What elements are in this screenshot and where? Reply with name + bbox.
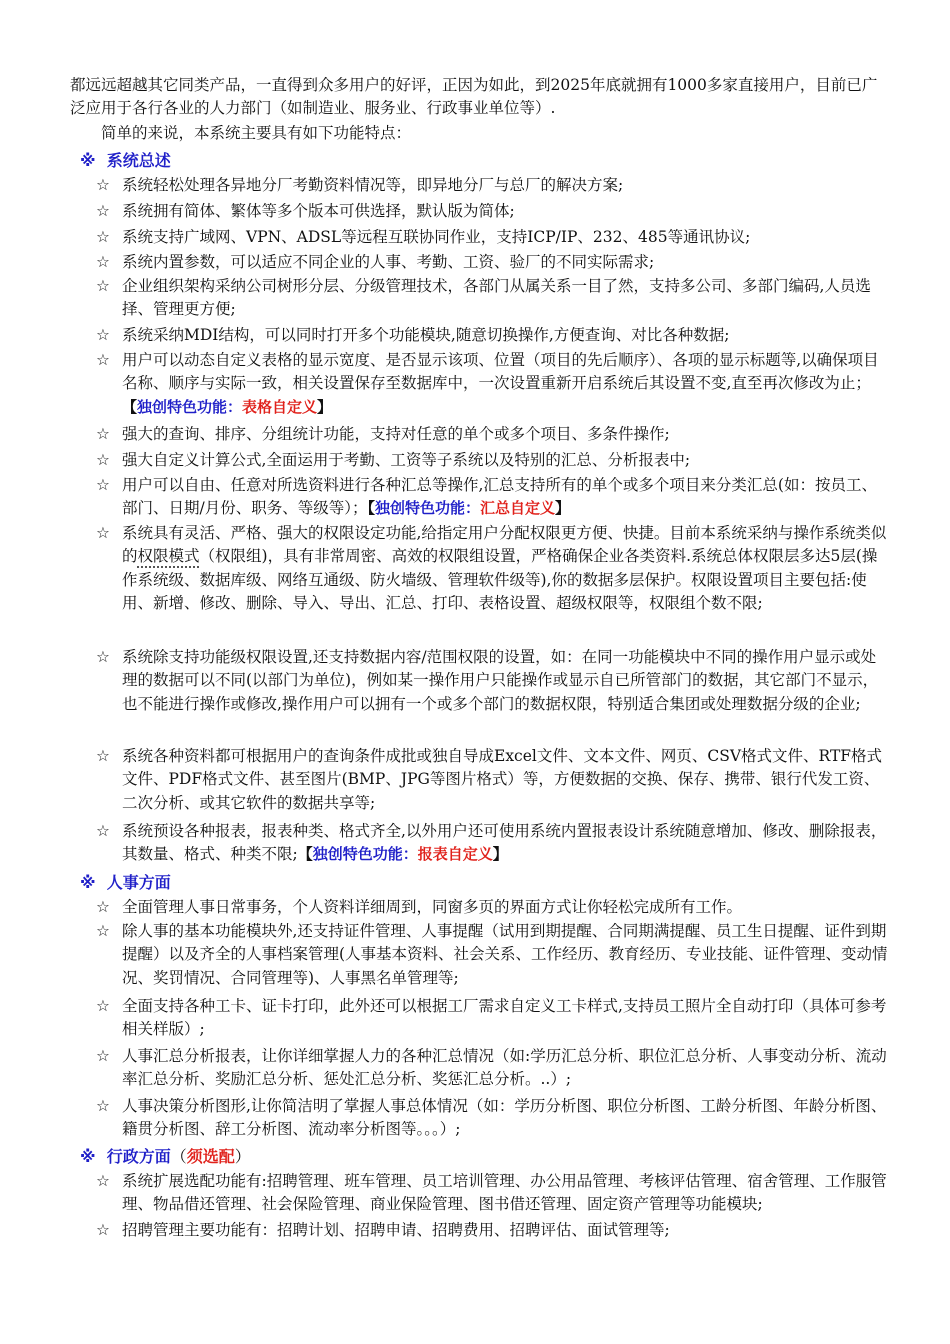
section-title: 系统总述 [106, 151, 171, 170]
star-icon: ☆ [96, 228, 110, 246]
list-item: ☆ 强大自定义计算公式,全面运用于考勤、工资等子系统以及特别的汇总、分析报表中; [96, 449, 888, 472]
emphasis-permission-mode: 权限模式 [137, 547, 200, 566]
star-icon: ☆ [96, 425, 110, 443]
list-item: ☆ 人事汇总分析报表，让你详细掌握人力的各种汇总情况（如:学历汇总分析、职位汇总分析、人事变动分析、流动率汇总分析、奖励汇总分析、惩处汇总分析、奖惩汇总分析。..）; [96, 1047, 887, 1089]
section-title: 人事方面 [106, 873, 171, 892]
list-item: ☆ 系统采纳MDI结构，可以同时打开多个功能模块,随意切换操作,方便查询、对比各种数据; [96, 324, 888, 347]
section-heading-admin [80, 1145, 251, 1168]
star-icon: ☆ [96, 351, 110, 369]
list-item: ☆ 全面管理人事日常事务，个人资料详细周到，同窗多页的界面方式让你轻松完成所有工作。 [96, 896, 888, 919]
section-marker: ※ [80, 151, 96, 170]
list-item: ☆ 强大的查询、排序、分组统计功能，支持对任意的单个或多个项目、多条件操作; [96, 423, 888, 446]
star-icon: ☆ [96, 253, 110, 271]
list-item: ☆ 系统预设各种报表，报表种类、格式齐全,以外用户还可使用系统内置报表设计系统随意增加、修改、删除报表，其数量、格式、种类不限;【独创特色功能：报表自定义】 [96, 822, 887, 864]
list-item: ☆ 用户可以自由、任意对所选资料进行各种汇总等操作,汇总支持所有的单个或多个项目来分类汇总(如：按员工、部门、日期/月份、职务、等级等）；【独创特色功能：汇总自定义】 [96, 476, 877, 518]
section-heading-overview [80, 149, 171, 172]
star-icon: ☆ [96, 451, 110, 469]
list-item: ☆ 系统支持广域网、VPN、ADSL等远程互联协同作业，支持ICP/IP、232、485等通讯协议; [96, 226, 888, 249]
list-item: ☆ 招聘管理主要功能有：招聘计划、招聘申请、招聘费用、招聘评估、面试管理等; [96, 1219, 888, 1242]
list-item: ☆ 系统轻松处理各异地分厂考勤资料情况等，即异地分厂与总厂的解决方案; [96, 174, 888, 197]
feature-highlight-table: 【独创特色功能：表格自定义】 [122, 397, 333, 416]
star-icon: ☆ [96, 1172, 110, 1190]
star-icon: ☆ [96, 747, 110, 765]
feature-highlight-report: 【独创特色功能：报表自定义】 [297, 845, 508, 864]
list-item: ☆ 系统各种资料都可根据用户的查询条件成批或独自导成Excel文件、文本文件、网页、CSV格式文件、RTF格式文件、PDF格式文件、甚至图片(BMP、JPG等图片格式）等，方便数据的交换、保存、携带、银行代发工资、二次分析、或其它软件的数据共享等; [96, 747, 883, 812]
list-item: ☆ 系统拥有简体、繁体等多个版本可供选择，默认版为简体; [96, 200, 888, 223]
star-icon: ☆ [96, 922, 110, 940]
star-icon: ☆ [96, 326, 110, 344]
star-icon: ☆ [96, 997, 110, 1015]
section-marker: ※ [80, 873, 96, 892]
list-item: ☆ 企业组织架构采纳公司树形分层、分级管理技术，各部门从属关系一目了然，支持多公司、多部门编码,人员选择、管理更方便; [96, 277, 871, 319]
star-icon: ☆ [96, 1097, 110, 1115]
list-item: ☆ 系统内置参数，可以适应不同企业的人事、考勤、工资、验厂的不同实际需求; [96, 251, 888, 274]
section-title: 行政方面 [106, 1147, 171, 1166]
list-item: ☆ 全面支持各种工卡、证卡打印，此外还可以根据工厂需求自定义工卡样式,支持员工照片全自动打印（具体可参考相关样版）; [96, 997, 887, 1039]
star-icon: ☆ [96, 202, 110, 220]
star-icon: ☆ [96, 822, 110, 840]
intro-paragraph: 都远远超越其它同类产品，一直得到众多用户的好评，正因为如此，到2025年底就拥有1000多家直接用户，目前已广泛应用于各行各业的人力部门（如制造业、服务业、行政事业单位等）. [70, 76, 878, 118]
list-item: ☆ 系统具有灵活、严格、强大的权限设定功能,给指定用户分配权限更方便、快捷。目前本系统采纳与操作系统类似的权限模式（权限组)，具有非常周密、高效的权限组设置，严格确保企业各类资料.系统总体权限层多达5层(操作系统级、数据库级、网络互通级、防火墙级、管理软件级等),你的数据多层保护。权限设置项目主要包括:使用、新增、修改、删除、导入、导出、汇总、打印、表格设置、超级权限等，权限组个数不限; [96, 524, 887, 613]
list-item: ☆ 人事决策分析图形,让你简洁明了掌握人事总体情况（如：学历分析图、职位分析图、工龄分析图、年龄分析图、籍贯分析图、辞工分析图、流动率分析图等。。。）; [96, 1097, 887, 1139]
section-marker: ※ [80, 1147, 96, 1166]
star-icon: ☆ [96, 277, 110, 295]
star-icon: ☆ [96, 648, 110, 666]
star-icon: ☆ [96, 476, 110, 494]
list-item: ☆ 用户可以动态自定义表格的显示宽度、是否显示该项、位置（项目的先后顺序）、各项的显示标题等,以确保项目名称、顺序与实际一致，相关设置保存至数据库中，一次设置重新开启系统后其设置不变,直至再次修改为止；【独创特色功能：表格自定义】 [96, 351, 879, 416]
list-item: ☆ 系统扩展选配功能有:招聘管理、班车管理、员工培训管理、办公用品管理、考核评估管理、宿舍管理、工作服管理、物品借还管理、社会保险管理、商业保险管理、图书借还管理、固定资产管理等功能模块; [96, 1172, 887, 1214]
feature-highlight-summary: 【独创特色功能：汇总自定义】 [367, 499, 571, 518]
optional-note: （须选配） [170, 1147, 251, 1166]
summary-line: 简单的来说，本系统主要具有如下功能特点： [101, 124, 412, 142]
star-icon: ☆ [96, 524, 110, 542]
star-icon: ☆ [96, 176, 110, 194]
section-heading-hr [80, 871, 171, 894]
list-item: ☆ 系统除支持功能级权限设置,还支持数据内容/范围权限的设置，如：在同一功能模块中不同的操作用户显示或处理的数据可以不同(以部门为单位)，例如某一操作用户只能操作或显示自已所管部门的数据，其它部门不显示，也不能进行操作或修改,操作用户可以拥有一个或多个部门的数据权限，特别适合集团或处理数据分级的企业; [96, 648, 879, 713]
star-icon: ☆ [96, 1047, 110, 1065]
star-icon: ☆ [96, 1221, 110, 1239]
star-icon: ☆ [96, 898, 110, 916]
list-item: ☆ 除人事的基本功能模块外,还支持证件管理、人事提醒（试用到期提醒、合同期满提醒、员工生日提醒、证件到期提醒）以及齐全的人事档案管理(人事基本资料、社会关系、工作经历、教育经历、专业技能、证件管理、变动情况、奖罚情况、合同管理等)、人事黑名单管理等; [96, 922, 888, 987]
